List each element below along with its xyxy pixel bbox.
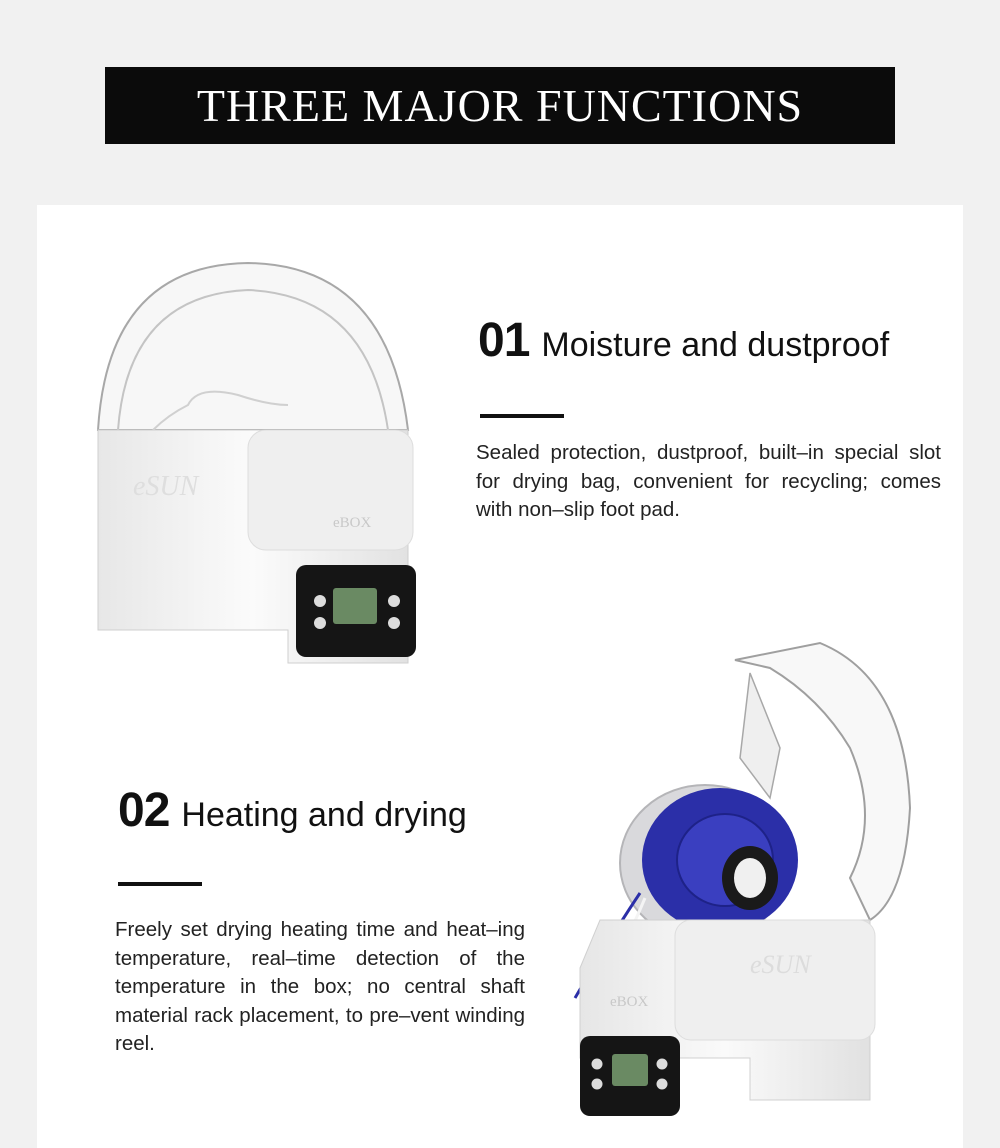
section-title: THREE MAJOR FUNCTIONS xyxy=(196,80,804,131)
feature-1-description: Sealed protection, dustproof, built–in special slot for drying bag, convenient for recycling; comes with non–slip foot pad. xyxy=(476,441,941,521)
product-image-closed-box xyxy=(88,255,428,675)
model-logo-2: eBOX xyxy=(610,994,649,1010)
feature-1-title: Moisture and dustproof xyxy=(541,326,890,364)
feature-1-number: 01 xyxy=(478,314,530,367)
product-image-open-box-spool xyxy=(570,638,915,1118)
feature-2-divider xyxy=(118,882,202,886)
feature-2-heading xyxy=(118,783,467,838)
brand-logo-2: eSUN xyxy=(750,950,811,979)
feature-1-divider xyxy=(480,414,564,418)
feature-2-number: 02 xyxy=(118,784,170,837)
feature-1-heading xyxy=(478,313,889,368)
feature-2-description: Freely set drying heating time and heat–ing temperature, real–time detection of the temperature in the box; no central shaft material rack placement, to pre–vent winding reel. xyxy=(115,918,525,1055)
feature-2-title: Heating and drying xyxy=(181,796,467,834)
section-title-bar xyxy=(105,67,895,144)
brand-logo: eSUN xyxy=(133,471,199,502)
model-logo: eBOX xyxy=(333,515,372,531)
